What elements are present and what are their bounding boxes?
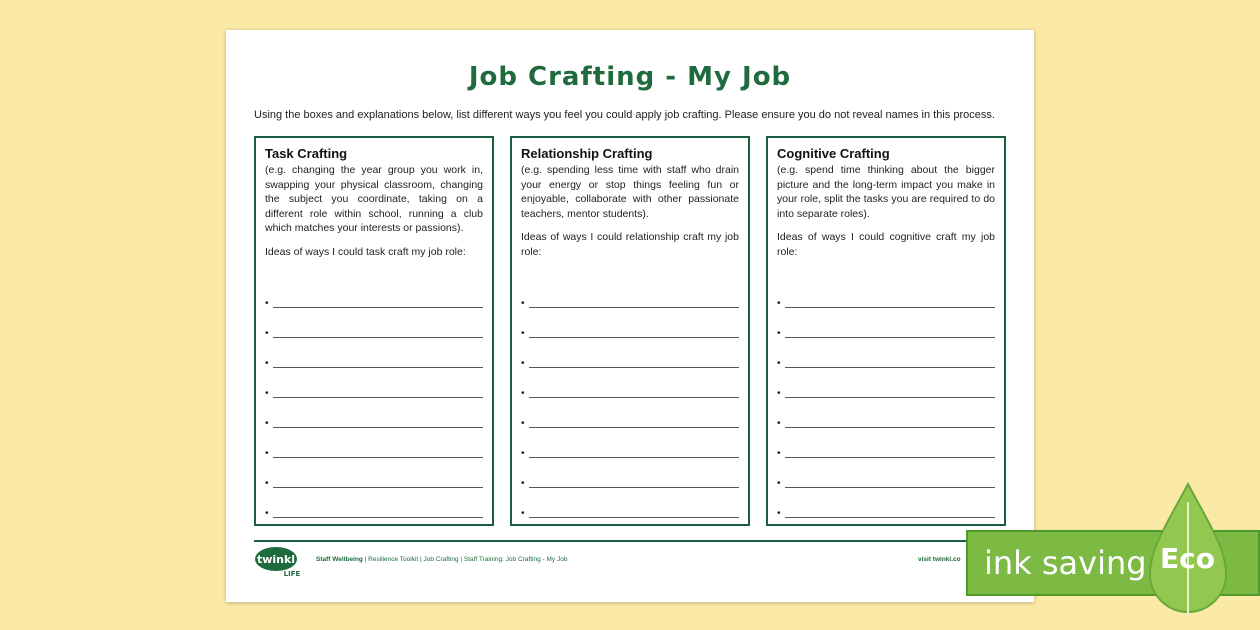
answer-line[interactable] — [777, 459, 995, 489]
answer-lines — [521, 279, 739, 519]
bullet: • — [265, 478, 269, 489]
answer-line[interactable] — [777, 339, 995, 369]
answer-line[interactable] — [265, 489, 483, 519]
box-prompt: Ideas of ways I could relationship craft my job role: — [521, 231, 739, 258]
worksheet-page — [226, 30, 1034, 602]
write-line[interactable] — [529, 367, 739, 368]
bullet: • — [777, 478, 781, 489]
write-line[interactable] — [529, 337, 739, 338]
answer-line[interactable] — [521, 339, 739, 369]
logo-text: twinkl — [256, 553, 296, 566]
box-heading: Cognitive Crafting — [777, 146, 890, 161]
answer-line[interactable] — [265, 309, 483, 339]
bullet: • — [265, 418, 269, 429]
relationship-crafting-box — [510, 136, 750, 526]
bullet: • — [777, 418, 781, 429]
bullet: • — [521, 508, 525, 519]
write-line[interactable] — [785, 367, 995, 368]
bullet: • — [521, 388, 525, 399]
box-heading: Relationship Crafting — [521, 146, 653, 161]
ink-saving-label: ink saving — [984, 544, 1147, 582]
bullet: • — [521, 448, 525, 459]
bullet: • — [265, 358, 269, 369]
breadcrumb-trail: | Resilience Toolkit | Job Crafting | Staff Training: Job Crafting - My Job — [362, 556, 568, 563]
bullet: • — [777, 298, 781, 309]
answer-line[interactable] — [265, 459, 483, 489]
answer-line[interactable] — [265, 399, 483, 429]
write-line[interactable] — [529, 517, 739, 518]
write-line[interactable] — [785, 427, 995, 428]
answer-line[interactable] — [265, 279, 483, 309]
footer-divider — [254, 540, 1006, 542]
bullet: • — [777, 358, 781, 369]
answer-line[interactable] — [521, 489, 739, 519]
write-line[interactable] — [273, 457, 483, 458]
write-line[interactable] — [785, 487, 995, 488]
answer-line[interactable] — [777, 429, 995, 459]
bullet: • — [265, 448, 269, 459]
cognitive-crafting-box — [766, 136, 1006, 526]
write-line[interactable] — [785, 307, 995, 308]
bullet: • — [265, 388, 269, 399]
box-heading: Task Crafting — [265, 146, 348, 161]
write-line[interactable] — [273, 427, 483, 428]
write-line[interactable] — [785, 397, 995, 398]
write-line[interactable] — [785, 337, 995, 338]
write-line[interactable] — [785, 457, 995, 458]
write-line[interactable] — [273, 367, 483, 368]
footer-breadcrumb — [316, 556, 567, 563]
bullet: • — [521, 298, 525, 309]
page-title: Job Crafting - My Job — [468, 62, 792, 92]
bullet: • — [521, 478, 525, 489]
answer-lines — [777, 279, 995, 519]
write-line[interactable] — [273, 517, 483, 518]
bullet: • — [777, 508, 781, 519]
twinkl-logo — [254, 544, 302, 578]
write-line[interactable] — [273, 487, 483, 488]
answer-line[interactable] — [777, 369, 995, 399]
bullet: • — [521, 358, 525, 369]
box-prompt: Ideas of ways I could cognitive craft my job role: — [777, 231, 995, 258]
answer-line[interactable] — [777, 309, 995, 339]
intro-text: Using the boxes and explanations below, list different ways you feel you could apply job crafting. Please ensure you do not reveal names in this process. — [254, 109, 995, 121]
answer-line[interactable] — [521, 399, 739, 429]
bullet: • — [521, 418, 525, 429]
write-line[interactable] — [529, 427, 739, 428]
bullet: • — [265, 328, 269, 339]
answer-line[interactable] — [777, 489, 995, 519]
answer-lines — [265, 279, 483, 519]
answer-line[interactable] — [777, 279, 995, 309]
bullet: • — [521, 328, 525, 339]
bullet: • — [777, 448, 781, 459]
bullet: • — [777, 388, 781, 399]
write-line[interactable] — [529, 457, 739, 458]
bullet: • — [265, 508, 269, 519]
answer-line[interactable] — [521, 369, 739, 399]
answer-line[interactable] — [521, 279, 739, 309]
eco-label: Eco — [1160, 542, 1215, 575]
box-description: (e.g. spend time thinking about the bigger picture and the long-term impact you make in your role, split the tasks you are required to do into separate roles). — [777, 164, 995, 220]
box-description: (e.g. changing the year group you work in, swapping your physical classroom, changing the subject you coordinate, taking on a different role within school, running a club which matches your interests or passions). — [265, 164, 483, 234]
breadcrumb-category: Staff Wellbeing — [316, 556, 363, 563]
box-description: (e.g. spending less time with staff who drain your energy or stop things feeling fun or enjoyable, collaborate with other passionate teachers, mentor students). — [521, 164, 739, 220]
answer-line[interactable] — [521, 429, 739, 459]
bullet: • — [777, 328, 781, 339]
write-line[interactable] — [529, 487, 739, 488]
task-crafting-box — [254, 136, 494, 526]
bullet: • — [265, 298, 269, 309]
write-line[interactable] — [273, 337, 483, 338]
box-prompt: Ideas of ways I could task craft my job role: — [265, 245, 466, 258]
answer-line[interactable] — [777, 399, 995, 429]
logo-sub-text: LIFE — [283, 570, 301, 578]
answer-line[interactable] — [265, 339, 483, 369]
answer-line[interactable] — [521, 459, 739, 489]
answer-line[interactable] — [265, 369, 483, 399]
answer-line[interactable] — [265, 429, 483, 459]
write-line[interactable] — [785, 517, 995, 518]
visit-link[interactable]: visit twinkl.co — [918, 556, 961, 563]
write-line[interactable] — [529, 307, 739, 308]
write-line[interactable] — [529, 397, 739, 398]
write-line[interactable] — [273, 397, 483, 398]
write-line[interactable] — [273, 307, 483, 308]
answer-line[interactable] — [521, 309, 739, 339]
